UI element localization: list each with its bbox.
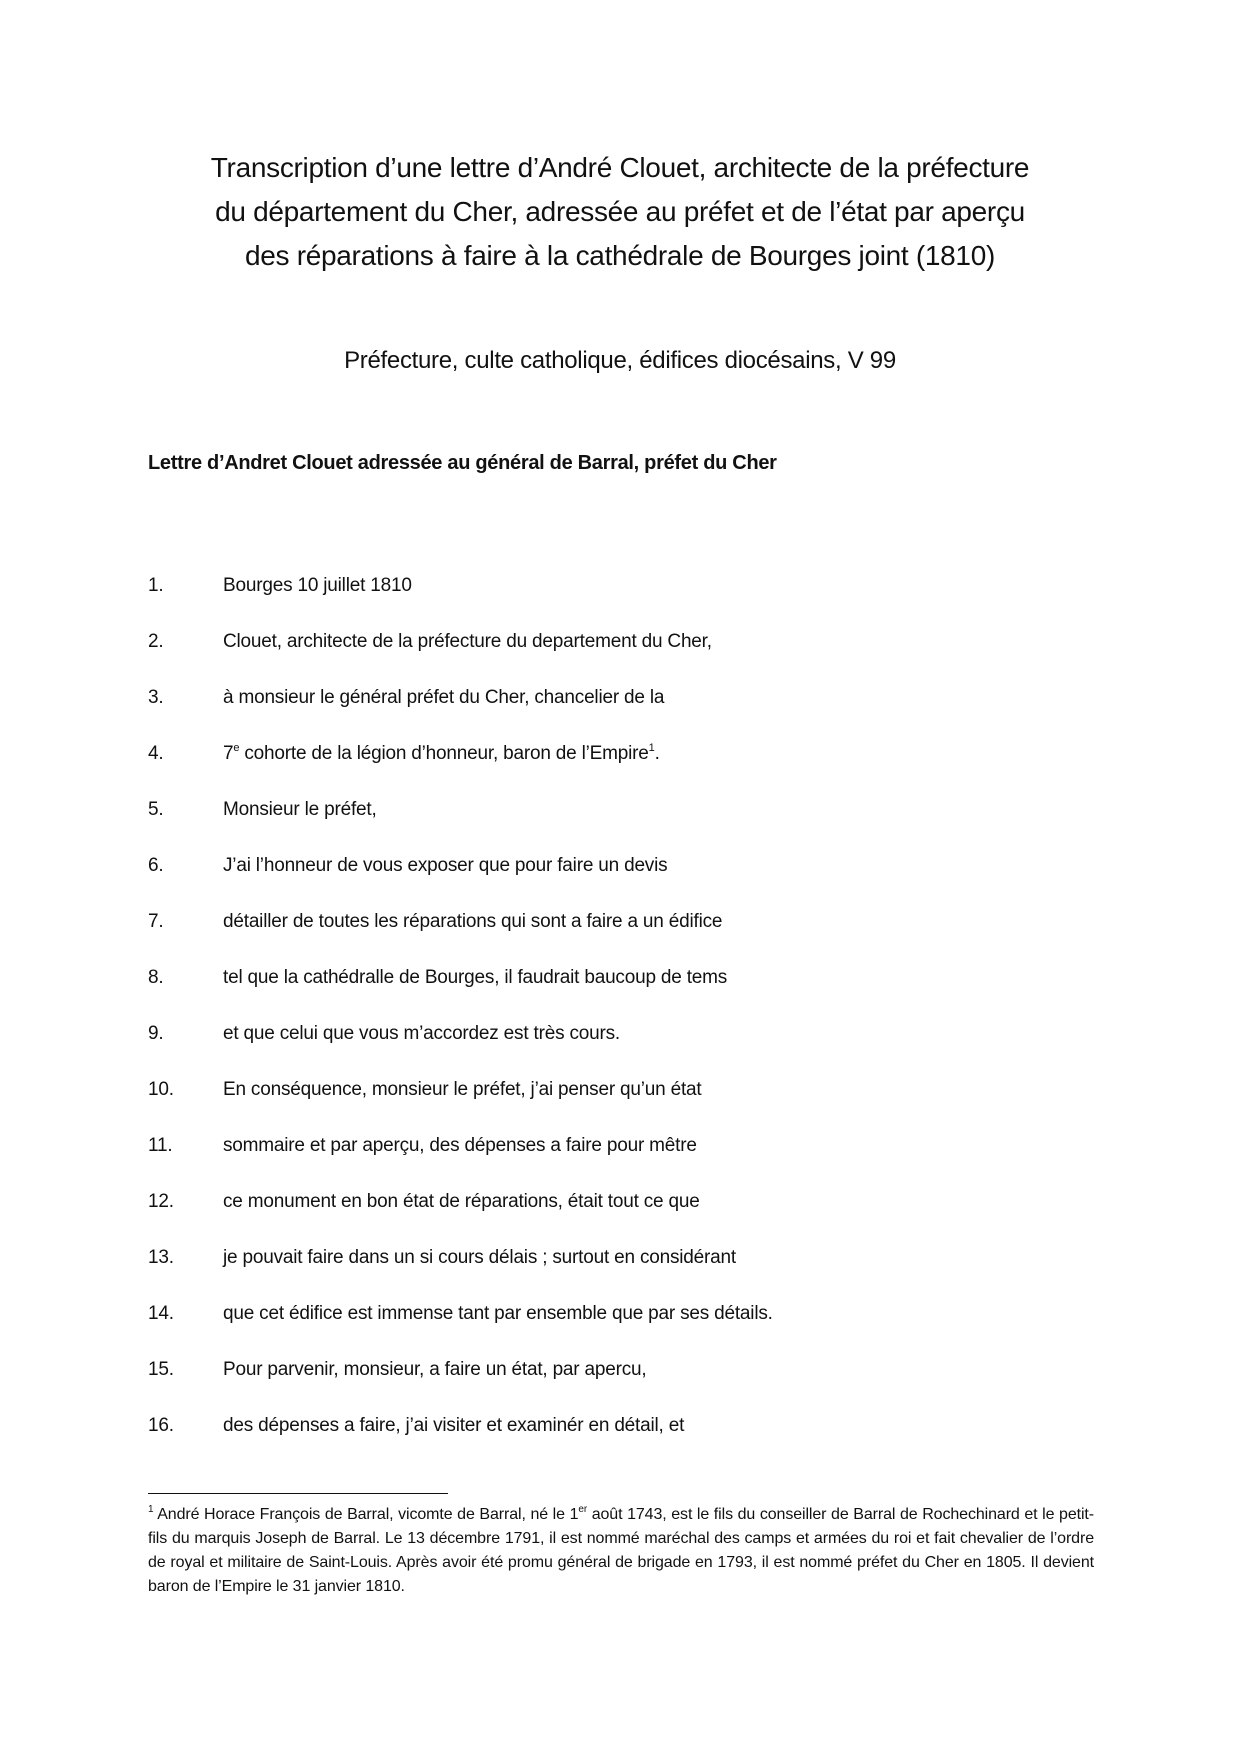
line-number: 9. <box>148 1023 164 1044</box>
transcription-line <box>148 1413 1048 1469</box>
line-text: Monsieur le préfet, <box>223 799 377 820</box>
transcription-line <box>148 909 1048 965</box>
line-text: cohorte de la légion d’honneur, baron de l’Empire <box>239 743 649 764</box>
line-text: Pour parvenir, monsieur, a faire un état, par apercu, <box>223 1359 647 1380</box>
line-number: 12. <box>148 1191 174 1212</box>
ordinal-suffix: er <box>578 1504 588 1515</box>
letter-heading: Lettre d’Andret Clouet adressée au général de Barral, préfet du Cher <box>148 452 777 474</box>
transcription-lines <box>148 573 1048 1469</box>
title-line: des réparations à faire à la cathédrale de Bourges joint (1810) <box>244 240 996 271</box>
transcription-line <box>148 1133 1048 1189</box>
transcription-line <box>148 1245 1048 1301</box>
line-text-composite <box>223 741 660 767</box>
line-number: 14. <box>148 1303 174 1324</box>
line-number: 13. <box>148 1247 174 1268</box>
line-number: 2. <box>148 631 164 652</box>
transcription-line <box>148 1021 1048 1077</box>
line-text: J’ai l’honneur de vous exposer que pour faire un devis <box>223 855 668 876</box>
line-number: 10. <box>148 1079 174 1100</box>
ordinal-number: 7 <box>223 743 234 764</box>
footnote-divider <box>148 1493 448 1494</box>
line-number: 5. <box>148 799 164 820</box>
line-text: Clouet, architecte de la préfecture du departement du Cher, <box>223 631 712 652</box>
line-number: 7. <box>148 911 164 932</box>
footnote-reference[interactable]: 1 <box>648 742 655 754</box>
transcription-line <box>148 629 1048 685</box>
title-line: Transcription d’une lettre d’André Clouet, architecte de la préfecture <box>210 152 1030 183</box>
line-number: 3. <box>148 687 164 708</box>
line-text: ce monument en bon état de réparations, était tout ce que <box>223 1191 700 1212</box>
line-text: sommaire et par aperçu, des dépenses a faire pour mêtre <box>223 1135 697 1156</box>
line-text: En conséquence, monsieur le préfet, j’ai penser qu’un état <box>223 1079 702 1100</box>
transcription-line <box>148 573 1048 629</box>
line-number: 15. <box>148 1359 174 1380</box>
line-text: tel que la cathédralle de Bourges, il faudrait baucoup de tems <box>223 967 728 988</box>
document-title <box>140 146 1100 278</box>
line-number: 8. <box>148 967 164 988</box>
transcription-line <box>148 797 1048 853</box>
ordinal-suffix: e <box>233 742 240 754</box>
transcription-line <box>148 1077 1048 1133</box>
line-number: 1. <box>148 575 164 596</box>
line-text: que cet édifice est immense tant par ensemble que par ses détails. <box>223 1303 773 1324</box>
line-number: 6. <box>148 855 164 876</box>
line-text: à monsieur le général préfet du Cher, chancelier de la <box>223 687 665 708</box>
line-punctuation: . <box>654 743 660 764</box>
line-text: je pouvait faire dans un si cours délais ; surtout en considérant <box>223 1247 736 1268</box>
archive-reference: Préfecture, culte catholique, édifices diocésains, V 99 <box>344 347 896 374</box>
transcription-line <box>148 853 1048 909</box>
title-line: du département du Cher, adressée au préfet et de l’état par aperçu <box>215 196 1025 227</box>
transcription-line <box>148 1357 1048 1413</box>
line-number: 4. <box>148 743 164 764</box>
footnote-text: André Horace François de Barral, vicomte de Barral, né le 1 <box>153 1506 579 1523</box>
footnote-marker: 1 <box>148 1504 154 1515</box>
transcription-line <box>148 1301 1048 1357</box>
line-text: Bourges 10 juillet 1810 <box>223 575 412 596</box>
line-text: des dépenses a faire, j’ai visiter et examinér en détail, et <box>223 1415 685 1436</box>
transcription-line <box>148 741 1048 797</box>
transcription-line <box>148 965 1048 1021</box>
footnote-text: août 1743, est le fils du conseiller de Barral de Rochechinard et le petit-fils du marquis Joseph de Barral. Le 13 décembre 1791, il est nommé maréchal des camps et armées du roi et fait chevalier de l’ordre de royal et militaire de Saint-Louis. Après avoir été promu général de brigade en 1793, il est nommé préfet du Cher en 1805. Il devient baron de l’Empire le 31 janvier 1810. <box>148 1506 1094 1595</box>
transcription-line <box>148 685 1048 741</box>
line-number: 11. <box>148 1135 173 1156</box>
line-number: 16. <box>148 1415 174 1436</box>
transcription-line <box>148 1189 1048 1245</box>
line-text: détailler de toutes les réparations qui sont a faire a un édifice <box>223 911 723 932</box>
line-text: et que celui que vous m’accordez est très cours. <box>223 1023 620 1044</box>
footnote <box>148 1503 1094 1599</box>
